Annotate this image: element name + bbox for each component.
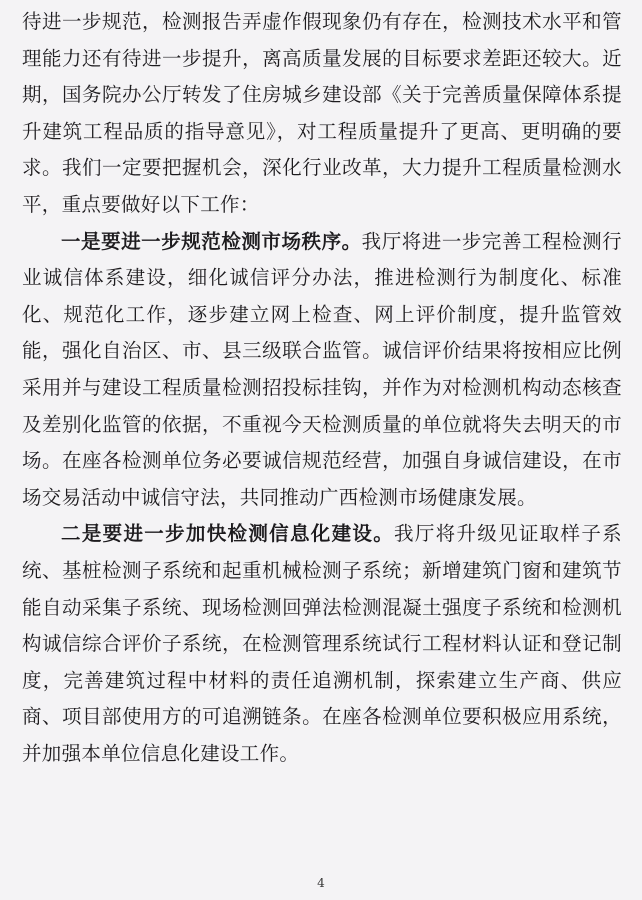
paragraph-lead: 一是要进一步规范检测市场秩序。 [61, 229, 362, 253]
paragraph-body: 我厅将升级见证取样子系统、基桩检测子系统和起重机械检测子系统；新增建筑门窗和建筑节能自动采集子系统、现场检测回弹法检测混凝土强度子系统和检测机构诚信综合评价子系统，在检测管理系统试行工程材料认证和登记制度，完善建筑过程中材料的责任追溯机制，探索建立生产商、供应商、项目部使用方的可追溯链条。在座各检测单位要积极应用系统，并加强本单位信息化建设工作。 [22, 522, 622, 765]
paragraph-body: 我厅将进一步完善工程检测行业诚信体系建设，细化诚信评分办法，推进检测行为制度化、标准化、规范化工作，逐步建立网上检查、网上评价制度，提升监管效能，强化自治区、市、县三级联合监管。诚信评价结果将按相应比例采用并与建设工程质量检测招投标挂钩，并作为对检测机构动态核查及差别化监管的依据，不重视今天检测质量的单位就将失去明天的市场。在座各检测单位务必要诚信规范经营，加强自身诚信建设，在市场交易活动中诚信守法，共同推动广西检测市场健康发展。 [22, 229, 622, 509]
page-number: 4 [317, 876, 325, 890]
paragraph-informatization [22, 516, 622, 772]
paragraph-body: 待进一步规范，检测报告弄虚作假现象仍有存在，检测技术水平和管理能力还有待进一步提升，离高质量发展的目标要求差距还较大。近期，国务院办公厅转发了住房城乡建设部《关于完善质量保障体系提升建筑工程品质的指导意见》，对工程质量提升了更高、更明确的要求。我们一定要把握机会，深化行业改革，大力提升工程质量检测水平，重点要做好以下工作： [22, 10, 622, 216]
paragraph-market-order [22, 224, 622, 517]
paragraph-lead: 二是要进一步加快检测信息化建设。 [61, 522, 395, 546]
paragraph-intro [22, 4, 622, 224]
